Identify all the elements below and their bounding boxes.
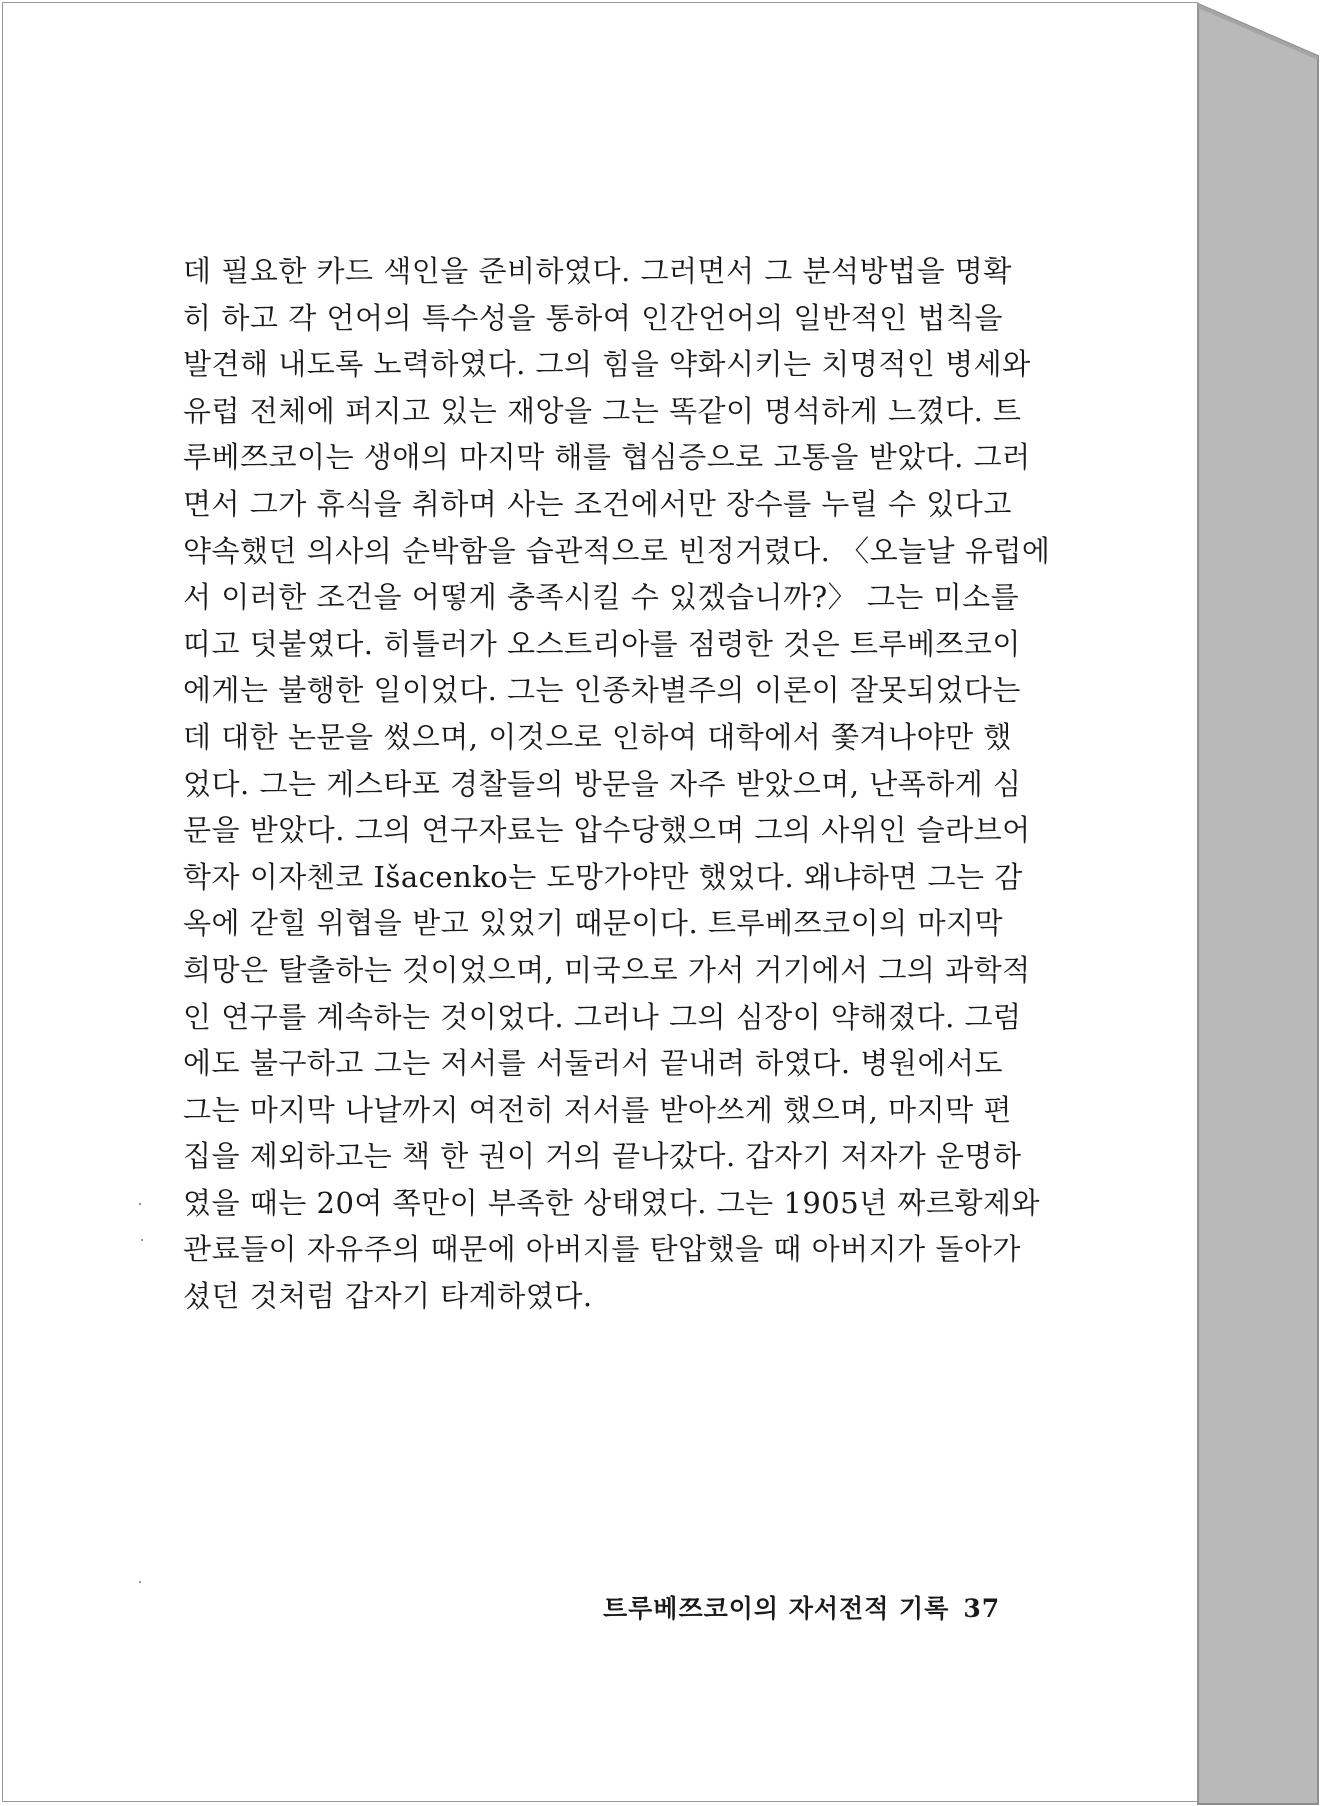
body-text [183,248,1051,1320]
text-line: 약속했던 의사의 순박함을 습관적으로 빈정거렸다. 〈오늘날 유럽에 [183,533,1051,568]
text-line: 옥에 갇힐 위협을 받고 있었기 때문이다. 트루베쯔코이의 마지막 [183,906,1003,941]
scan-speck [139,1203,141,1205]
scan-speck [139,1581,141,1583]
page-footer [603,1589,1001,1625]
text-line: 면서 그가 휴식을 취하며 사는 조건에서만 장수를 누릴 수 있다고 [183,486,1012,521]
text-line: 띠고 덧붙였다. 히틀러가 오스트리아를 점령한 것은 트루베쯔코이 [183,626,1021,661]
text-line: 셨던 것처럼 갑자기 타계하였다. [183,1279,593,1314]
text-line: 서 이러한 조건을 어떻게 충족시킬 수 있겠습니까?〉 그는 미소를 [183,580,1020,615]
text-line: 유럽 전체에 퍼지고 있는 재앙을 그는 똑같이 명석하게 느꼈다. 트 [183,393,1022,428]
text-line: 학자 이자첸코 Išacenko는 도망가야만 했었다. 왜냐하면 그는 감 [183,859,1023,894]
text-line: 에도 불구하고 그는 저서를 서둘러서 끝내려 하였다. 병원에서도 [183,1046,1003,1081]
text-line: 였을 때는 20여 쪽만이 부족한 상태였다. 그는 1905년 짜르황제와 [183,1185,1040,1220]
page-number: 37 [963,1594,1001,1623]
running-title: 트루베쯔코이의 자서전적 기록 [603,1594,950,1623]
text-line: 인 연구를 계속하는 것이었다. 그러나 그의 심장이 약해졌다. 그럼 [183,999,1022,1034]
text-line: 희망은 탈출하는 것이었으며, 미국으로 가서 거기에서 그의 과학적 [183,952,1031,987]
text-line: 문을 받았다. 그의 연구자료는 압수당했으며 그의 사위인 슬라브어 [183,813,1031,848]
text-line: 관료들이 자유주의 때문에 아버지를 탄압했을 때 아버지가 돌아가 [183,1232,1021,1267]
text-line: 집을 제외하고는 책 한 권이 거의 끝나갔다. 갑자기 저자가 운명하 [183,1139,1022,1174]
text-line: 었다. 그는 게스타포 경찰들의 방문을 자주 받았으며, 난폭하게 심 [183,766,1022,801]
text-line: 발견해 내도록 노력하였다. 그의 힘을 약화시키는 치명적인 병세와 [183,347,1031,382]
text-line: 루베쯔코이는 생애의 마지막 해를 협심증으로 고통을 받았다. 그러 [183,440,1031,475]
book-page [2,2,1198,1802]
text-line: 그는 마지막 나날까지 여전히 저서를 받아쓰게 했으며, 마지막 편 [183,1092,1012,1127]
scan-speck [141,1239,143,1241]
text-line: 에게는 불행한 일이었다. 그는 인종차별주의 이론이 잘못되었다는 [183,673,1021,708]
text-line: 히 하고 각 언어의 특수성을 통하여 인간언어의 일반적인 법칙을 [183,300,1003,335]
text-line: 데 대한 논문을 썼으며, 이것으로 인하여 대학에서 쫓겨나야만 했 [183,719,1012,754]
text-line: 데 필요한 카드 색인을 준비하였다. 그러면서 그 분석방법을 명확 [183,254,1012,288]
